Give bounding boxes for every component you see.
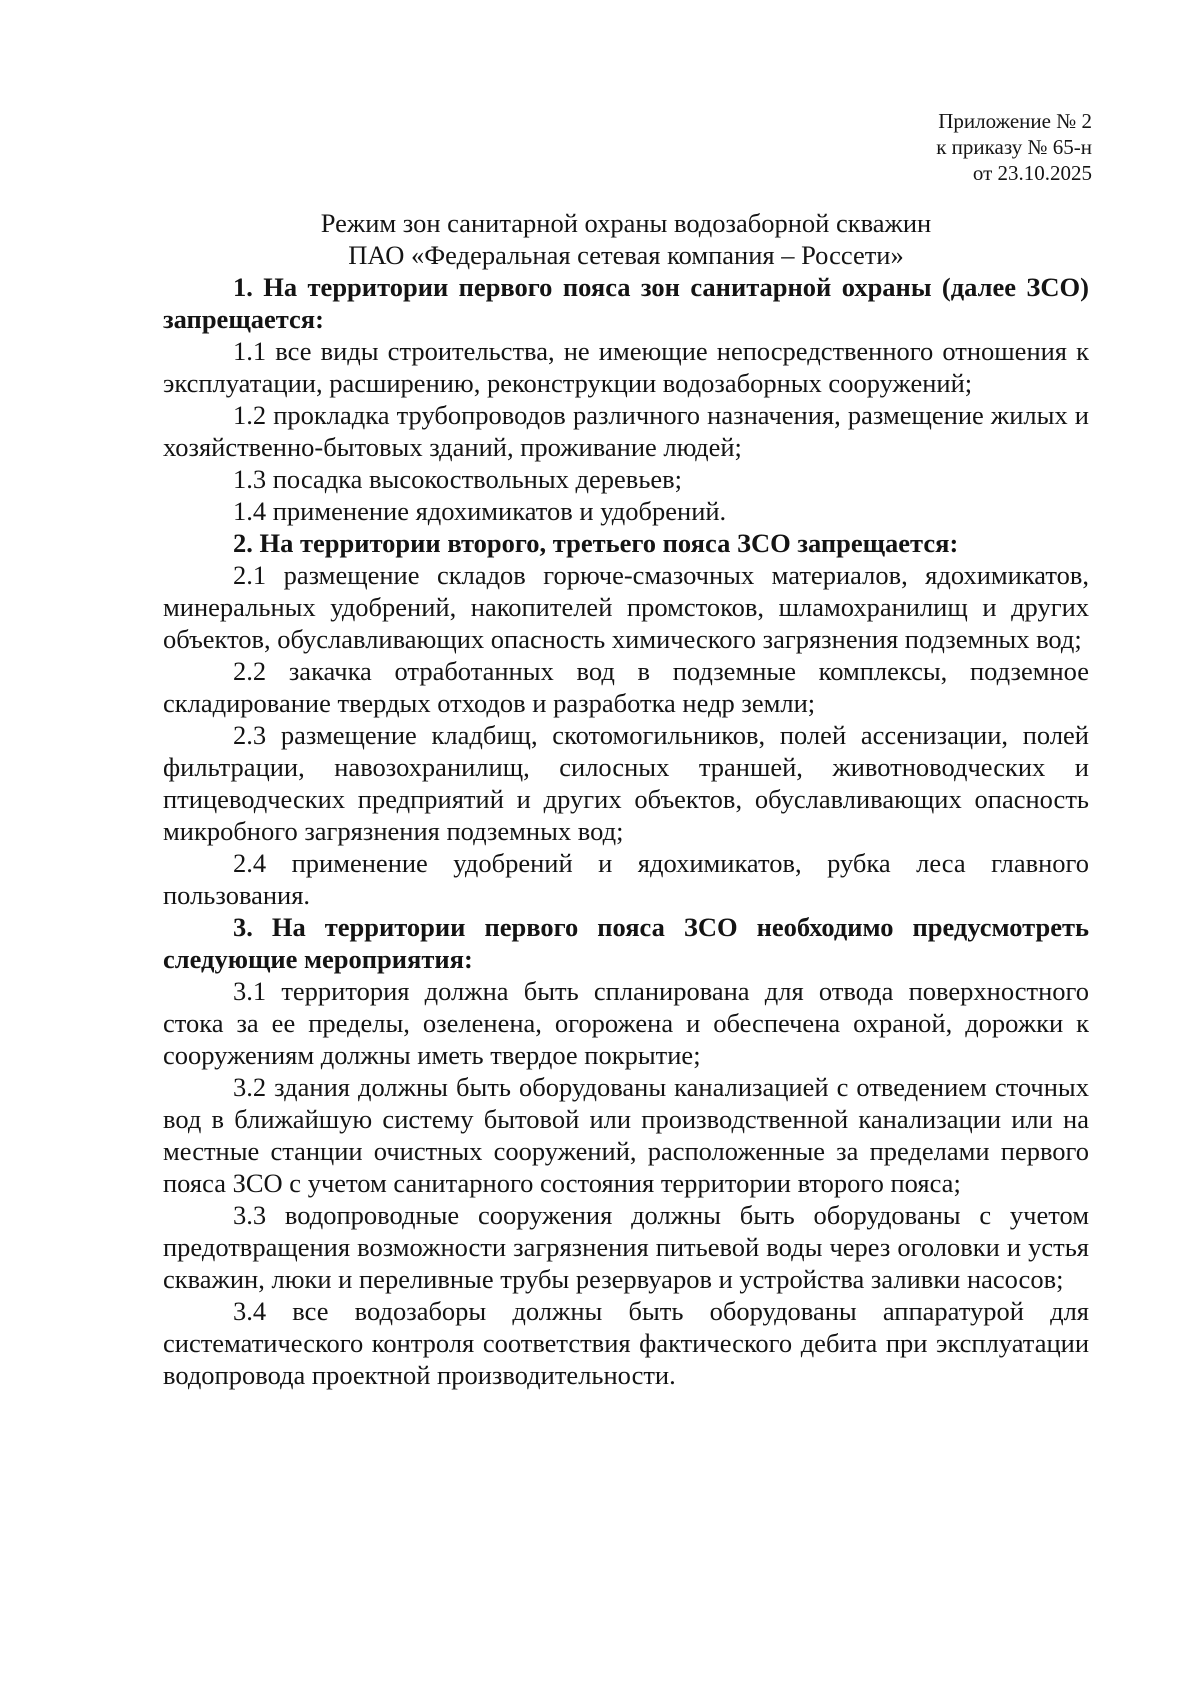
item-2-1: 2.1 размещение складов горюче-смазочных материалов, ядохимикатов, минеральных удобрений, накопителей промстоков, шламохранилищ и других объектов, обуславливающих опасность химического загрязнения подземных вод; bbox=[163, 560, 1089, 654]
document-title bbox=[163, 207, 1089, 271]
item-3-3: 3.3 водопроводные сооружения должны быть оборудованы с учетом предотвращения возможности загрязнения питьевой воды через оголовки и устья скважин, люки и переливные трубы резервуаров и устройства заливки насосов; bbox=[163, 1200, 1089, 1294]
annex-block bbox=[936, 108, 1092, 186]
section-1-heading: 1. На территории первого пояса зон санитарной охраны (далее ЗСО) запрещается: bbox=[163, 272, 1089, 334]
title-line-2: ПАО «Федеральная сетевая компания – Россети» bbox=[348, 240, 904, 270]
annex-date: от 23.10.2025 bbox=[972, 161, 1092, 185]
annex-order-ref: к приказу № 65-н bbox=[936, 135, 1092, 159]
item-1-2: 1.2 прокладка трубопроводов различного назначения, размещение жилых и хозяйственно-бытовых зданий, проживание людей; bbox=[163, 400, 1089, 462]
item-1-4: 1.4 применение ядохимикатов и удобрений. bbox=[233, 496, 727, 526]
document-body bbox=[163, 207, 1089, 1391]
section-2-heading: 2. На территории второго, третьего пояса ЗСО запрещается: bbox=[233, 528, 959, 558]
item-1-1: 1.1 все виды строительства, не имеющие непосредственного отношения к эксплуатации, расширению, реконструкции водозаборных сооружений; bbox=[163, 336, 1089, 398]
item-3-1: 3.1 территория должна быть спланирована для отвода поверхностного стока за ее пределы, озеленена, огорожена и обеспечена охраной, дорожки к сооружениям должны иметь твердое покрытие; bbox=[163, 976, 1089, 1070]
item-1-3: 1.3 посадка высокоствольных деревьев; bbox=[233, 464, 683, 494]
item-2-3: 2.3 размещение кладбищ, скотомогильников, полей ассенизации, полей фильтрации, навозохранилищ, силосных траншей, животноводческих и птицеводческих предприятий и других объектов, обуславливающих опасность микробного загрязнения подземных вод; bbox=[163, 720, 1089, 846]
item-3-4: 3.4 все водозаборы должны быть оборудованы аппаратурой для систематического контроля соответствия фактического дебита при эксплуатации водопровода проектной производительности. bbox=[163, 1296, 1089, 1390]
item-2-2: 2.2 закачка отработанных вод в подземные комплексы, подземное складирование твердых отходов и разработка недр земли; bbox=[163, 656, 1089, 718]
section-3-heading: 3. На территории первого пояса ЗСО необходимо предусмотреть следующие мероприятия: bbox=[163, 912, 1089, 974]
item-2-4: 2.4 применение удобрений и ядохимикатов, рубка леса главного пользования. bbox=[163, 848, 1089, 910]
title-line-1: Режим зон санитарной охраны водозаборной скважин bbox=[320, 208, 932, 238]
annex-number: Приложение № 2 bbox=[938, 109, 1092, 133]
item-3-2: 3.2 здания должны быть оборудованы канализацией с отведением сточных вод в ближайшую систему бытовой или производственной канализации или на местные станции очистных сооружений, расположенные за пределами первого пояса ЗСО с учетом санитарного состояния территории второго пояса; bbox=[163, 1072, 1089, 1198]
